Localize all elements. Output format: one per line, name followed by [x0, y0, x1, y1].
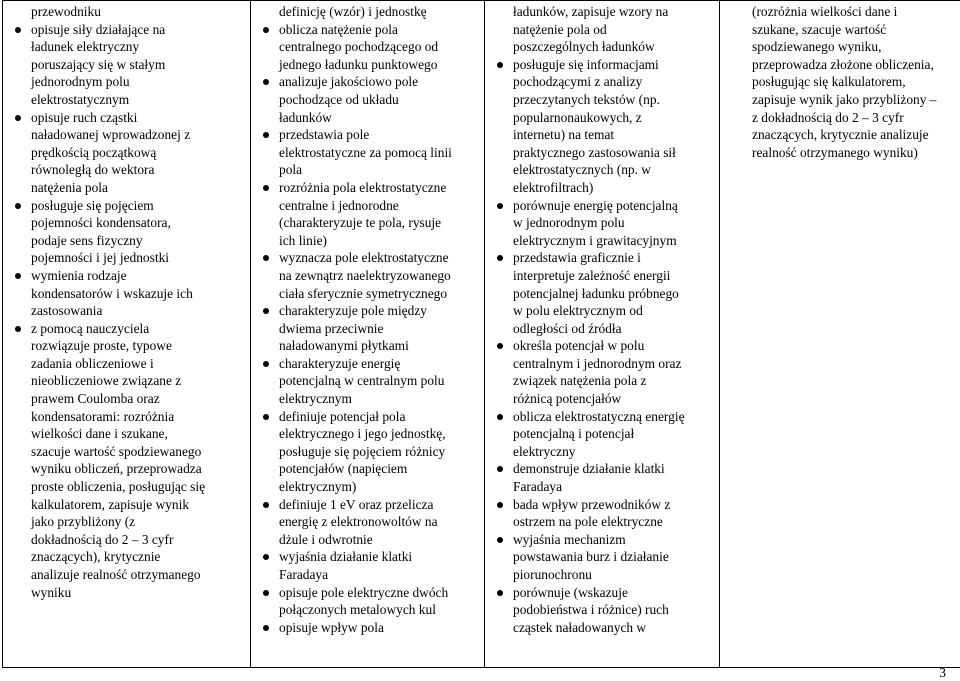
- text-line: jednego ładunku punktowego: [279, 56, 438, 72]
- text-line: elektrofiltrach): [513, 179, 594, 195]
- list-item: [489, 337, 715, 407]
- list-item: [255, 249, 480, 302]
- text-line: (rozróżnia wielkości dane i: [752, 4, 898, 19]
- text-line: ładunków, zapisuje wzory na: [513, 4, 669, 19]
- text-line: poszczególnych ładunków: [513, 39, 655, 55]
- text-line: powstawania burz i działanie: [513, 549, 669, 565]
- text-line: wymienia rodzaje: [31, 267, 127, 283]
- text-line: związek natężenia pola z: [513, 373, 647, 389]
- text-line: bada wpływ przewodników z: [513, 496, 671, 512]
- text-line: potencjalną w centralnym polu: [279, 373, 445, 389]
- list-item: [255, 179, 480, 249]
- text-line: definicję (wzór) i jednostkę: [279, 4, 427, 19]
- text-line: natężenie pola od: [513, 21, 607, 37]
- text-line: naładowanymi płytkami: [279, 338, 409, 354]
- text-line: zapisuje wynik jako przybliżony –: [752, 91, 937, 107]
- text-line: Faradaya: [279, 567, 329, 582]
- text-line: piorunochronu: [513, 567, 592, 582]
- continued-text: [7, 3, 246, 21]
- text-line: proste obliczenia, posługując się: [31, 479, 206, 495]
- text-line: analizuje realność otrzymanego: [31, 567, 201, 582]
- text-line: przeczytanych tekstów (np.: [513, 91, 660, 107]
- text-line: prędkością początkową: [31, 144, 157, 160]
- text-line: demonstruje działanie klatki: [513, 461, 665, 477]
- text-line: porównuje (wskazuje: [513, 584, 628, 600]
- text-line: Faradaya: [513, 479, 563, 495]
- column-4-content: [720, 1, 960, 161]
- text-line: różnicą potencjałów: [513, 391, 622, 407]
- list-item: [7, 197, 246, 267]
- list-item: [7, 320, 246, 602]
- text-line: elektryczny: [513, 443, 576, 459]
- list-item: [255, 73, 480, 126]
- text-line: elektrycznego i jego jednostkę,: [279, 426, 446, 442]
- text-line: posługuje się pojęciem: [31, 197, 154, 213]
- bullet-list: [489, 56, 715, 637]
- text-line: w polu elektrycznym od: [513, 303, 643, 319]
- text-line: zadania obliczeniowe i: [31, 355, 154, 371]
- text-line: przedstawia graficznie i: [513, 250, 641, 266]
- text-line: ładunek elektryczny: [31, 39, 140, 55]
- text-line: posługuje się pojęciem różnicy: [279, 443, 446, 459]
- text-line: wyniku: [31, 584, 72, 600]
- list-item: [255, 126, 480, 179]
- text-line: ostrzem na pole elektryczne: [513, 514, 663, 530]
- text-line: wyjaśnia mechanizm: [513, 531, 626, 547]
- text-line: zastosowania: [31, 303, 103, 319]
- list-item: [255, 355, 480, 408]
- text-line: wyznacza pole elektrostatyczne: [279, 250, 449, 266]
- list-item: [489, 249, 715, 337]
- list-item: [489, 408, 715, 461]
- column-2-cell: [251, 1, 485, 668]
- continued-text: [489, 3, 715, 56]
- text-line: elektrycznym): [279, 479, 357, 495]
- text-line: z dokładnością do 2 – 3 cyfr: [752, 109, 904, 125]
- text-line: charakteryzuje pole między: [279, 303, 427, 319]
- text-line: elektrostatycznych (np. w: [513, 162, 651, 178]
- list-item: [7, 267, 246, 320]
- text-line: znaczących), krytycznie: [31, 549, 161, 565]
- text-line: cząstek naładowanych w: [513, 619, 647, 635]
- list-item: [489, 197, 715, 250]
- text-line: natężenia pola: [31, 179, 108, 195]
- text-line: ciała sferycznie symetrycznego: [279, 285, 448, 301]
- text-line: szukane, szacuje wartość: [752, 21, 887, 37]
- text-line: ich linie): [279, 232, 327, 248]
- text-line: kalkulatorem, zapisuje wynik: [31, 496, 190, 512]
- text-line: analizuje jakościowo pole: [279, 74, 419, 90]
- text-line: szacuje wartość spodziewanego: [31, 443, 202, 459]
- column-3-content: [485, 1, 719, 636]
- text-line: dokładnością do 2 – 3 cyfr: [31, 531, 174, 547]
- text-line: podaje sens fizyczny: [31, 232, 143, 248]
- text-line: jako przybliżony (z: [31, 514, 136, 530]
- text-line: centralne i jednorodne: [279, 197, 399, 213]
- text-line: elektrycznym: [279, 391, 352, 407]
- text-line: elektrostatycznym: [31, 91, 130, 107]
- list-item: [489, 584, 715, 637]
- text-line: poruszający się w stałym: [31, 56, 166, 72]
- text-line: na zewnątrz naelektryzowanego: [279, 267, 451, 283]
- list-item: [255, 302, 480, 355]
- column-1-cell: [3, 1, 251, 668]
- text-line: wielkości dane i szukane,: [31, 426, 168, 442]
- list-item: [255, 619, 480, 637]
- text-line: jednorodnym polu: [31, 74, 130, 90]
- text-line: pojemności i jej jednostki: [31, 250, 169, 266]
- text-line: przewodniku: [31, 4, 101, 19]
- text-line: posługując się kalkulatorem,: [752, 74, 906, 90]
- text-line: pochodzące od układu: [279, 91, 399, 107]
- list-item: [489, 531, 715, 584]
- text-line: kondensatorami: rozróżnia: [31, 408, 175, 424]
- text-line: internetu) na temat: [513, 127, 615, 143]
- text-line: pola: [279, 162, 303, 178]
- list-item: [255, 584, 480, 619]
- text-line: połączonych metalowych kul: [279, 602, 436, 618]
- text-line: nieobliczeniowe związane z: [31, 373, 182, 389]
- text-line: przeprowadza złożone obliczenia,: [752, 56, 934, 72]
- text-line: wyniku obliczeń, przeprowadza: [31, 461, 202, 477]
- text-line: posługuje się informacjami: [513, 56, 659, 72]
- list-item: [489, 56, 715, 197]
- text-line: przedstawia pole: [279, 127, 370, 143]
- text-line: definiuje potencjał pola: [279, 408, 406, 424]
- text-line: opisuje pole elektryczne dwóch: [279, 584, 449, 600]
- text-line: potencjałów (napięciem: [279, 461, 408, 477]
- text-line: opisuje siły działające na: [31, 21, 166, 37]
- text-line: znaczących, krytycznie analizuje: [752, 127, 929, 143]
- text-line: odległości od źródła: [513, 320, 622, 336]
- text-line: rozróżnia pola elektrostatyczne: [279, 179, 447, 195]
- text-line: ładunków: [279, 109, 332, 125]
- list-item: [7, 109, 246, 197]
- page-number: 3: [939, 665, 946, 680]
- text-line: oblicza natężenie pola: [279, 21, 398, 37]
- text-line: potencjalną i potencjał: [513, 426, 635, 442]
- text-line: centralnym i jednorodnym oraz: [513, 355, 682, 371]
- text-line: naładowanej wprowadzonej z: [31, 127, 191, 143]
- bullet-list: [255, 21, 480, 637]
- column-1-content: [3, 1, 250, 601]
- text-line: dwiema przeciwnie: [279, 320, 384, 336]
- continued-text: [255, 3, 480, 21]
- text-line: elektrostatyczne za pomocą linii: [279, 144, 452, 160]
- bullet-list: [7, 21, 246, 602]
- text-line: popularnonaukowych, z: [513, 109, 642, 125]
- text-line: interpretuje zależność energii: [513, 267, 671, 283]
- text-line: opisuje ruch cząstki: [31, 109, 138, 125]
- text-line: elektrycznym i grawitacyjnym: [513, 232, 677, 248]
- text-line: prawem Coulomba oraz: [31, 391, 160, 407]
- continued-text: [728, 3, 957, 161]
- text-line: rozwiązuje proste, typowe: [31, 338, 172, 354]
- text-line: (charakteryzuje te pola, rysuje: [279, 215, 442, 231]
- list-item: [255, 548, 480, 583]
- text-line: podobieństwa i różnice) ruch: [513, 602, 669, 618]
- list-item: [255, 496, 480, 549]
- text-line: wyjaśnia działanie klatki: [279, 549, 413, 565]
- text-line: charakteryzuje energię: [279, 355, 401, 371]
- text-line: z pomocą nauczyciela: [31, 320, 150, 336]
- text-line: pojemności kondensatora,: [31, 215, 171, 231]
- column-3-cell: [485, 1, 720, 668]
- table-row: [3, 1, 960, 668]
- text-line: opisuje wpływ pola: [279, 619, 384, 635]
- text-line: definiuje 1 eV oraz przelicza: [279, 496, 434, 512]
- text-line: spodziewanego wyniku,: [752, 39, 882, 55]
- list-item: [489, 460, 715, 495]
- column-2-content: [251, 1, 484, 636]
- text-line: potencjalnej ładunku próbnego: [513, 285, 679, 301]
- text-line: pochodzącymi z analizy: [513, 74, 643, 90]
- list-item: [255, 21, 480, 74]
- text-line: dżule i odwrotnie: [279, 531, 373, 547]
- text-line: praktycznego zastosowania sił: [513, 144, 676, 160]
- requirements-table: [2, 0, 960, 668]
- text-line: energię z elektronowoltów na: [279, 514, 438, 530]
- text-line: w jednorodnym polu: [513, 215, 625, 231]
- column-4-cell: [720, 1, 960, 668]
- text-line: oblicza elektrostatyczną energię: [513, 408, 685, 424]
- list-item: [255, 408, 480, 496]
- list-item: [7, 21, 246, 109]
- text-line: realność otrzymanego wyniku): [752, 144, 918, 160]
- text-line: porównuje energię potencjalną: [513, 197, 678, 213]
- list-item: [489, 496, 715, 531]
- text-line: centralnego pochodzącego od: [279, 39, 439, 55]
- text-line: kondensatorów i wskazuje ich: [31, 285, 193, 301]
- text-line: równoległą do wektora: [31, 162, 155, 178]
- text-line: określa potencjał w polu: [513, 338, 645, 354]
